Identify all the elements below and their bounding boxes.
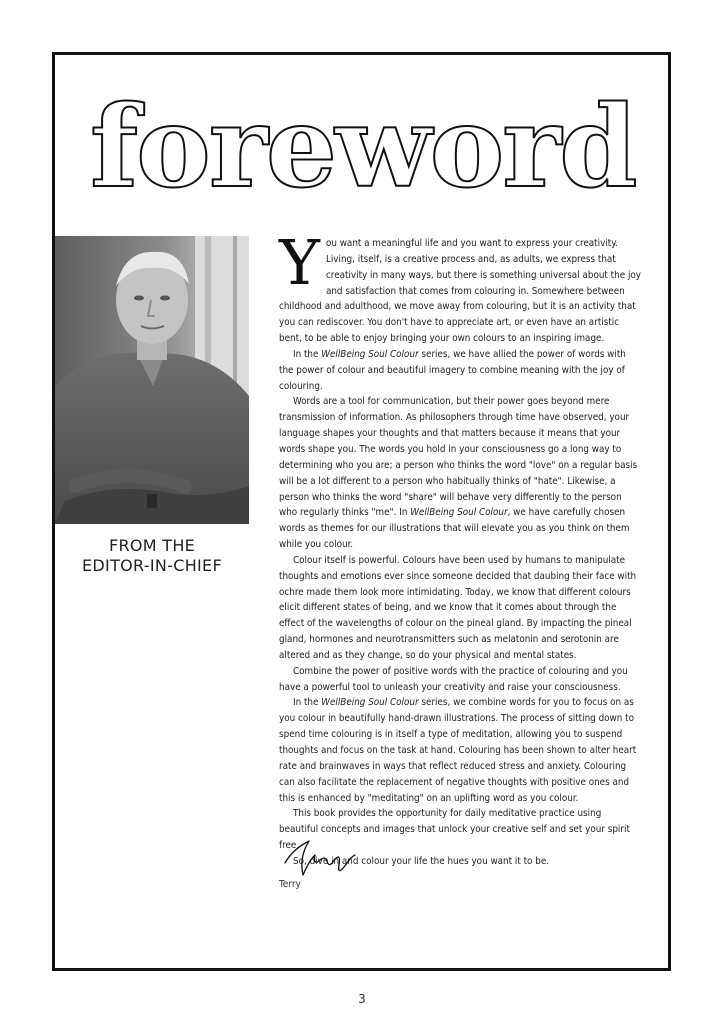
- body-paragraph-5: Combine the power of positive words with the practice of colouring and you have a powerful tool to unleash your creativity and raise your consciousness.: [279, 665, 628, 693]
- caption-line-2: EDITOR-IN-CHIEF: [82, 556, 222, 575]
- body-text-span: series, we combine words for you to focus on as you colour in beautifully hand-drawn illustrations. The process of sitting down to spend time colouring is in itself a type of meditation, allowing you to suspend thoughts and focus on the task at hand. Colouring has been shown to alter heart rate and brainwaves in ways that reflect reduced stress and anxiety. Colouring can also facilitate the replacement of negative thoughts with positive ones and this is enhanced by "meditating" on an uplifting word as you colour.: [279, 697, 637, 804]
- body-paragraph-4: Colour itself is powerful. Colours have been used by humans to manipulate thoughts and emotions ever since someone decided that daubing their face with ochre made them look more intimidating. Today, we know that different colours elicit different states of being, and we know that it comes about through the effect of the wavelengths of colour on the pineal gland. By impacting the pineal gland, hormones and neurotransmitters such as melatonin and serotonin are altered and as they change, so do your physical and mental states.: [279, 554, 637, 661]
- drop-cap: Y: [279, 226, 320, 299]
- body-paragraph-2: [279, 347, 642, 395]
- body-paragraph-1-text: ou want a meaningful life and you want to express your creativity. Living, itself, is a creative process and, as adults, we express that creativity in many ways, but there is something universal about the joy and satisfaction that comes from colouring in. Somewhere between childhood and adulthood, we move away from colouring, but it is an activity that you can rediscover. You don't have to appreciate art, or even have an artistic bent, to be able to enjoy bringing your own colours to an inspiring image.: [279, 238, 641, 345]
- signature-name: Terry: [279, 879, 301, 890]
- editor-caption: [55, 536, 249, 576]
- page-number: 3: [358, 992, 366, 1006]
- body-text-span: series, we have allied the power of words with the power of colour and beautiful imagery to combine meaning with the joy of colouring.: [279, 348, 626, 392]
- body-text-span: In the: [293, 697, 322, 709]
- editor-portrait-photo: [55, 236, 249, 524]
- body-text-span: , we have carefully chosen words as themes for our illustrations that will elevate you as you think on them while you colour.: [279, 507, 630, 551]
- handwritten-signature-icon: [279, 835, 359, 881]
- body-paragraph-1: [279, 226, 642, 347]
- foreword-body: [279, 226, 642, 870]
- body-paragraph-7: This book provides the opportunity for daily meditative practice using beautiful concepts and images that unlock your creative self and set your spirit free.: [279, 808, 630, 852]
- series-title: WellBeing Soul Colour: [321, 348, 419, 360]
- portrait-photo-icon: [55, 236, 249, 524]
- caption-line-1: FROM THE: [108, 536, 196, 555]
- body-text-span: Words are a tool for communication, but their power goes beyond mere transmission of information. As philosophers through time have observed, your language shapes your thoughts and that matters because it means that your words shape you. The words you hold in your consciousness go a long way to determining who you are; a person who thinks the word "love" on a regular basis will be a lot different to a person who habitually thinks of "hate". Likewise, a person who thinks the word "share" will behave very differently to the person who regularly thinks "me". In: [279, 396, 638, 519]
- body-paragraph-8: So, dive in and colour your life the hues you want it to be.: [293, 855, 550, 867]
- page-title: foreword: [90, 82, 636, 213]
- body-paragraph-3: [279, 394, 642, 552]
- body-paragraph-6: [279, 695, 642, 806]
- body-text-span: In the: [293, 348, 322, 360]
- series-title: WellBeing Soul Colour: [321, 697, 419, 709]
- series-title: WellBeing Soul Colour: [410, 507, 508, 519]
